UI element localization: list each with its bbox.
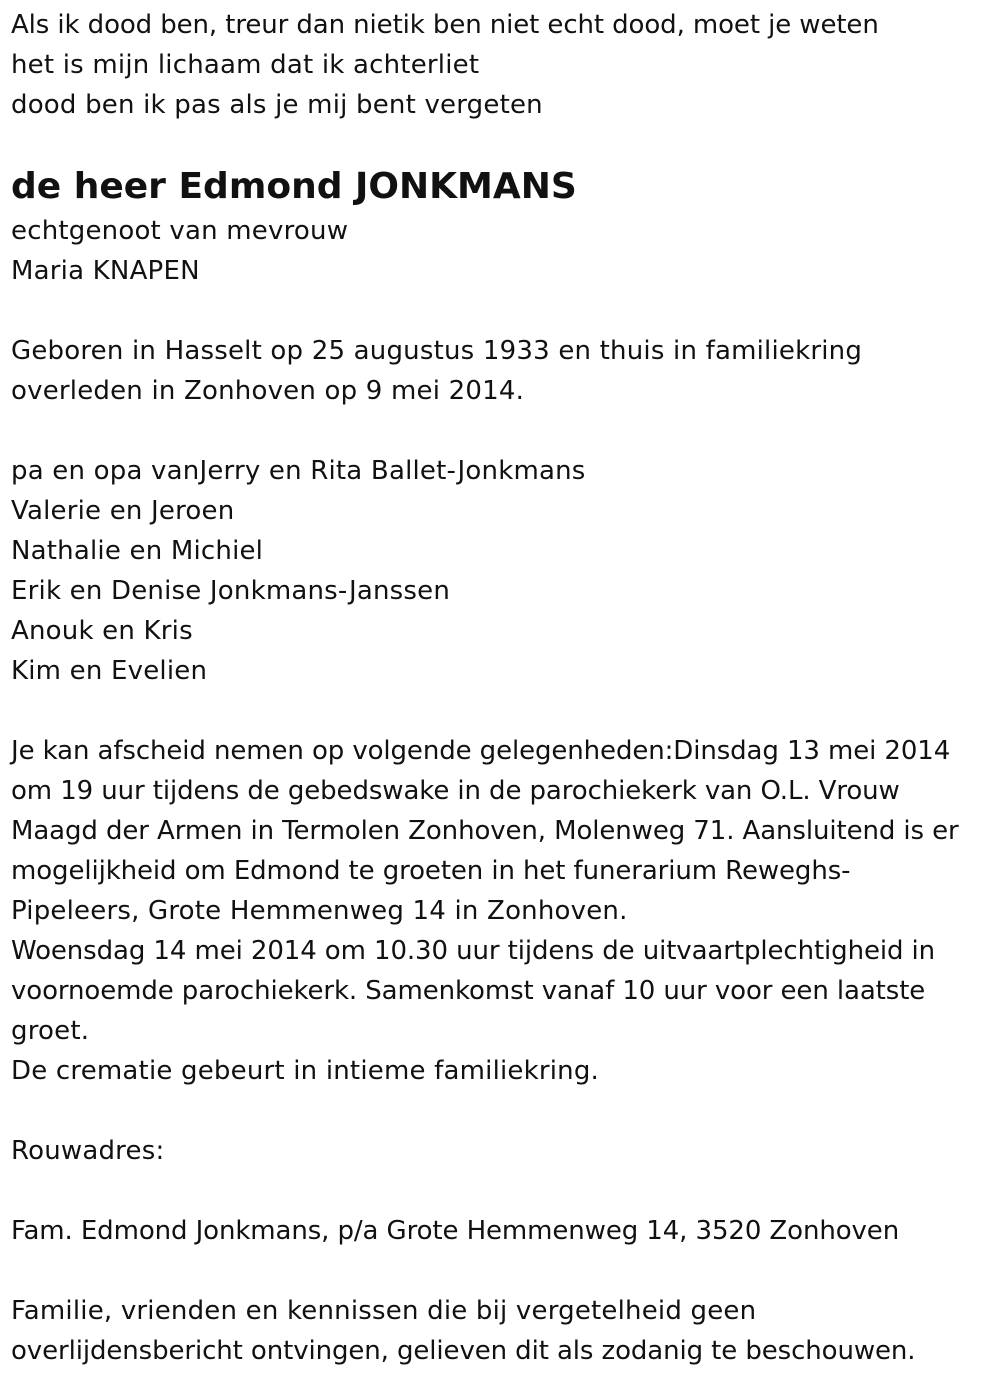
- spacer: [11, 1091, 991, 1131]
- farewell-line: De crematie gebeurt in intieme familiekring.: [11, 1056, 600, 1086]
- spouse-name: Maria KNAPEN: [11, 256, 200, 286]
- poem-line: dood ben ik pas als je mij bent vergeten: [11, 90, 543, 120]
- spouse-intro: echtgenoot van mevrouw: [11, 216, 349, 246]
- life-line: overleden in Zonhoven op 9 mei 2014.: [11, 376, 525, 406]
- life-dates: [11, 331, 991, 411]
- family-item: Valerie en Jeroen: [11, 496, 235, 526]
- family-list: [11, 451, 991, 691]
- closing-line: overlijdensbericht ontvingen, gelieven dit als zodanig te beschouwen.: [11, 1336, 916, 1366]
- spacer: [11, 1251, 991, 1291]
- farewell-line: om 19 uur tijdens de gebedswake in de parochiekerk van O.L. Vrouw: [11, 776, 900, 806]
- family-item: Nathalie en Michiel: [11, 536, 264, 566]
- farewell-line: groet.: [11, 1016, 90, 1046]
- address-text: Fam. Edmond Jonkmans, p/a Grote Hemmenweg 14, 3520 Zonhoven: [11, 1216, 900, 1246]
- spacer: [11, 691, 991, 731]
- poem-line: Als ik dood ben, treur dan nietik ben niet echt dood, moet je weten: [11, 10, 879, 40]
- spacer: [11, 411, 991, 451]
- family-item: pa en opa vanJerry en Rita Ballet-Jonkmans: [11, 456, 586, 486]
- spacer: [11, 1171, 991, 1211]
- family-item: Kim en Evelien: [11, 656, 208, 686]
- closing-note: [11, 1291, 991, 1371]
- obituary-document: [11, 5, 991, 1371]
- farewell-info: [11, 731, 991, 1091]
- family-item: Erik en Denise Jonkmans-Janssen: [11, 576, 450, 606]
- farewell-line: Je kan afscheid nemen op volgende gelegenheden:Dinsdag 13 mei 2014: [11, 736, 951, 766]
- poem: [11, 5, 991, 125]
- poem-line: het is mijn lichaam dat ik achterliet: [11, 50, 480, 80]
- deceased-title: de heer Edmond JONKMANS: [11, 166, 577, 207]
- farewell-line: Maagd der Armen in Termolen Zonhoven, Molenweg 71. Aansluitend is er: [11, 816, 959, 846]
- farewell-line: Pipeleers, Grote Hemmenweg 14 in Zonhoven.: [11, 896, 628, 926]
- spacer: [11, 291, 991, 331]
- closing-line: Familie, vrienden en kennissen die bij vergetelheid geen: [11, 1296, 757, 1326]
- farewell-line: mogelijkheid om Edmond te groeten in het funerarium Reweghs-: [11, 856, 851, 886]
- life-line: Geboren in Hasselt op 25 augustus 1933 en thuis in familiekring: [11, 336, 863, 366]
- deceased-block: [11, 163, 991, 291]
- address-label: Rouwadres:: [11, 1136, 165, 1166]
- family-item: Anouk en Kris: [11, 616, 193, 646]
- farewell-line: voornoemde parochiekerk. Samenkomst vanaf 10 uur voor een laatste: [11, 976, 926, 1006]
- farewell-line: Woensdag 14 mei 2014 om 10.30 uur tijdens de uitvaartplechtigheid in: [11, 936, 936, 966]
